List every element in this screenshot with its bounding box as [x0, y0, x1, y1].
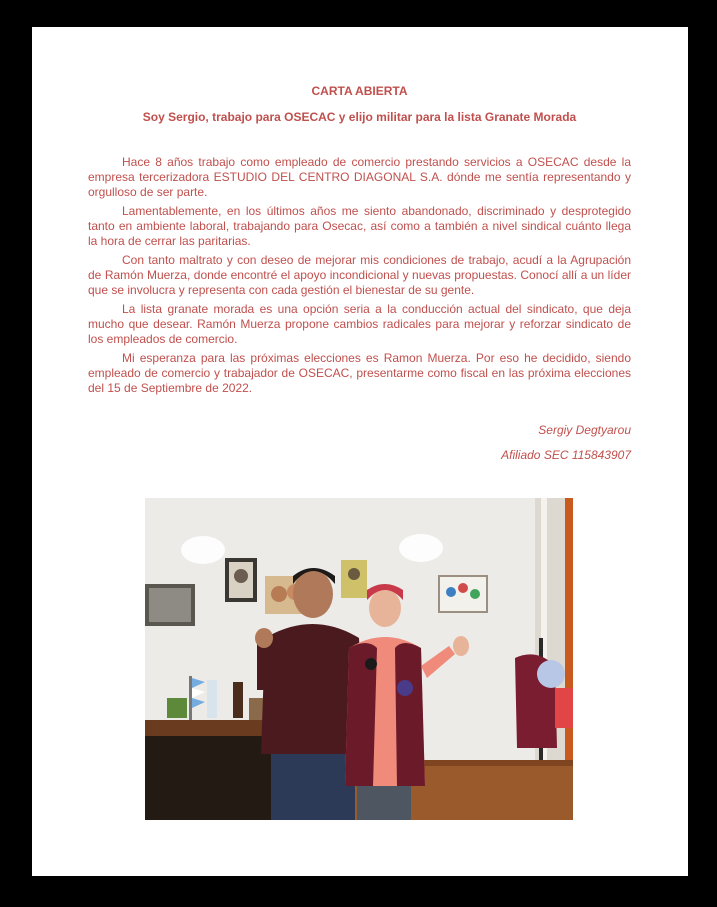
letter-page — [32, 27, 688, 876]
paragraph: Lamentablemente, en los últimos años me siento abandonado, discriminado y desprotegido tanto en ambiente laboral, trabajando para Osecac, así como a también a nivel sindical cuánto llega la hora de cerrar las paritarias. — [88, 204, 631, 248]
office-photo — [145, 498, 573, 820]
letter-title: CARTA ABIERTA — [311, 84, 408, 98]
office-photo-illustration — [145, 498, 573, 820]
paragraph: Con tanto maltrato y con deseo de mejorar mis condiciones de trabajo, acudí a la Agrupación de Ramón Muerza, donde encontré el apoyo incondicional y nuevas propuestas. Conocí allí a un líder que se involucra y representa con cada gestión el bienestar de su gente. — [88, 253, 631, 297]
paragraph: La lista granate morada es una opción seria a la conducción actual del sindicato, que deja mucho que desear. Ramón Muerza propone cambios radicales para mejorar y reforzar sindicato de los empleados de comercio. — [88, 302, 631, 346]
letter-subtitle: Soy Sergio, trabajo para OSECAC y elijo militar para la lista Granate Morada — [142, 110, 577, 124]
paragraph: Mi esperanza para las próximas elecciones es Ramon Muerza. Por eso he decidido, siendo empleado de comercio y trabajador de OSECAC, presentarme como fiscal en las próxima elecciones del 15 de Septiembre de 2022. — [88, 351, 631, 395]
signature-name: Sergiy Degtyarou — [538, 423, 631, 437]
paragraph: Hace 8 años trabajo como empleado de comercio prestando servicios a OSECAC desde la empresa tercerizadora ESTUDIO DEL CENTRO DIAGONAL S.A. dónde me sentía representando y orgulloso de ser parte. — [88, 155, 631, 199]
letter-body — [88, 155, 631, 400]
signature-affiliation: Afiliado SEC 115843907 — [501, 448, 631, 462]
